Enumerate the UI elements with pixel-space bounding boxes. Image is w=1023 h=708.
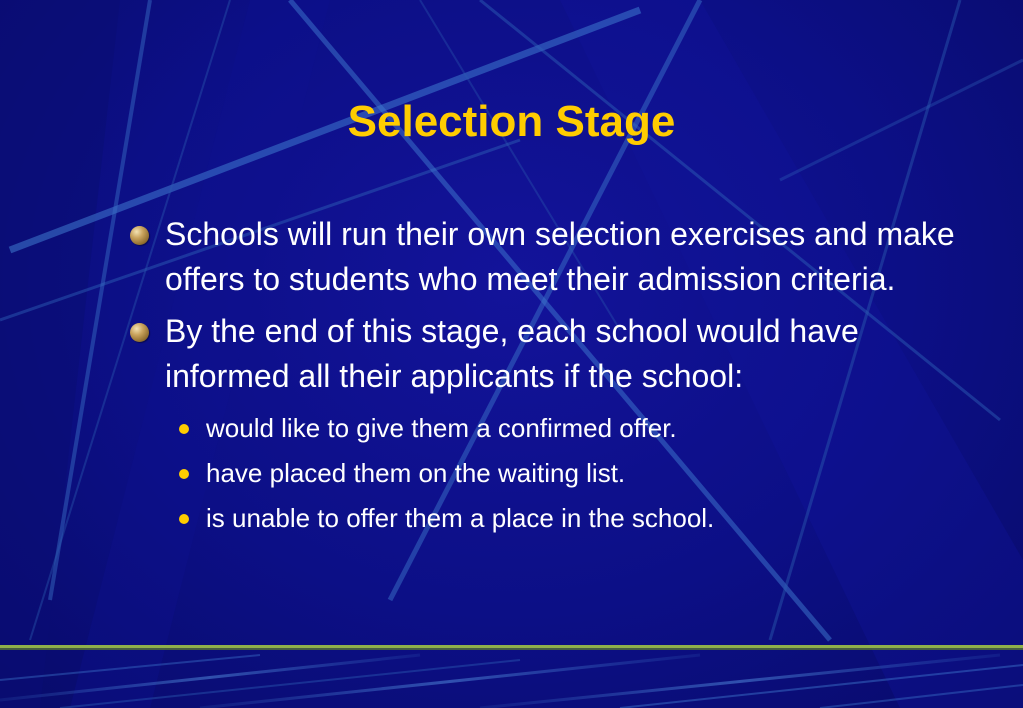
bullet-text: By the end of this stage, each school would have informed all their applicants if the school:	[165, 313, 859, 394]
yellow-dot-bullet-icon	[179, 514, 189, 524]
slide-body	[128, 212, 988, 541]
yellow-dot-bullet-icon	[179, 424, 189, 434]
sub-bullet-item	[165, 451, 988, 496]
sub-bullet-item	[165, 496, 988, 541]
sub-bullet-item	[165, 406, 988, 451]
bullet-item	[128, 309, 988, 399]
bronze-sphere-bullet-icon	[130, 323, 149, 342]
bullet-item	[128, 212, 988, 302]
sub-bullet-text: have placed them on the waiting list.	[206, 458, 626, 488]
slide-title: Selection Stage	[347, 97, 676, 146]
bronze-sphere-bullet-icon	[130, 226, 149, 245]
sub-bullet-text: is unable to offer them a place in the school.	[206, 503, 715, 533]
sub-bullet-text: would like to give them a confirmed offer.	[206, 413, 677, 443]
bullet-text: Schools will run their own selection exercises and make offers to students who meet their admission criteria.	[165, 216, 955, 297]
sub-bullet-list	[128, 406, 988, 541]
yellow-dot-bullet-icon	[179, 469, 189, 479]
